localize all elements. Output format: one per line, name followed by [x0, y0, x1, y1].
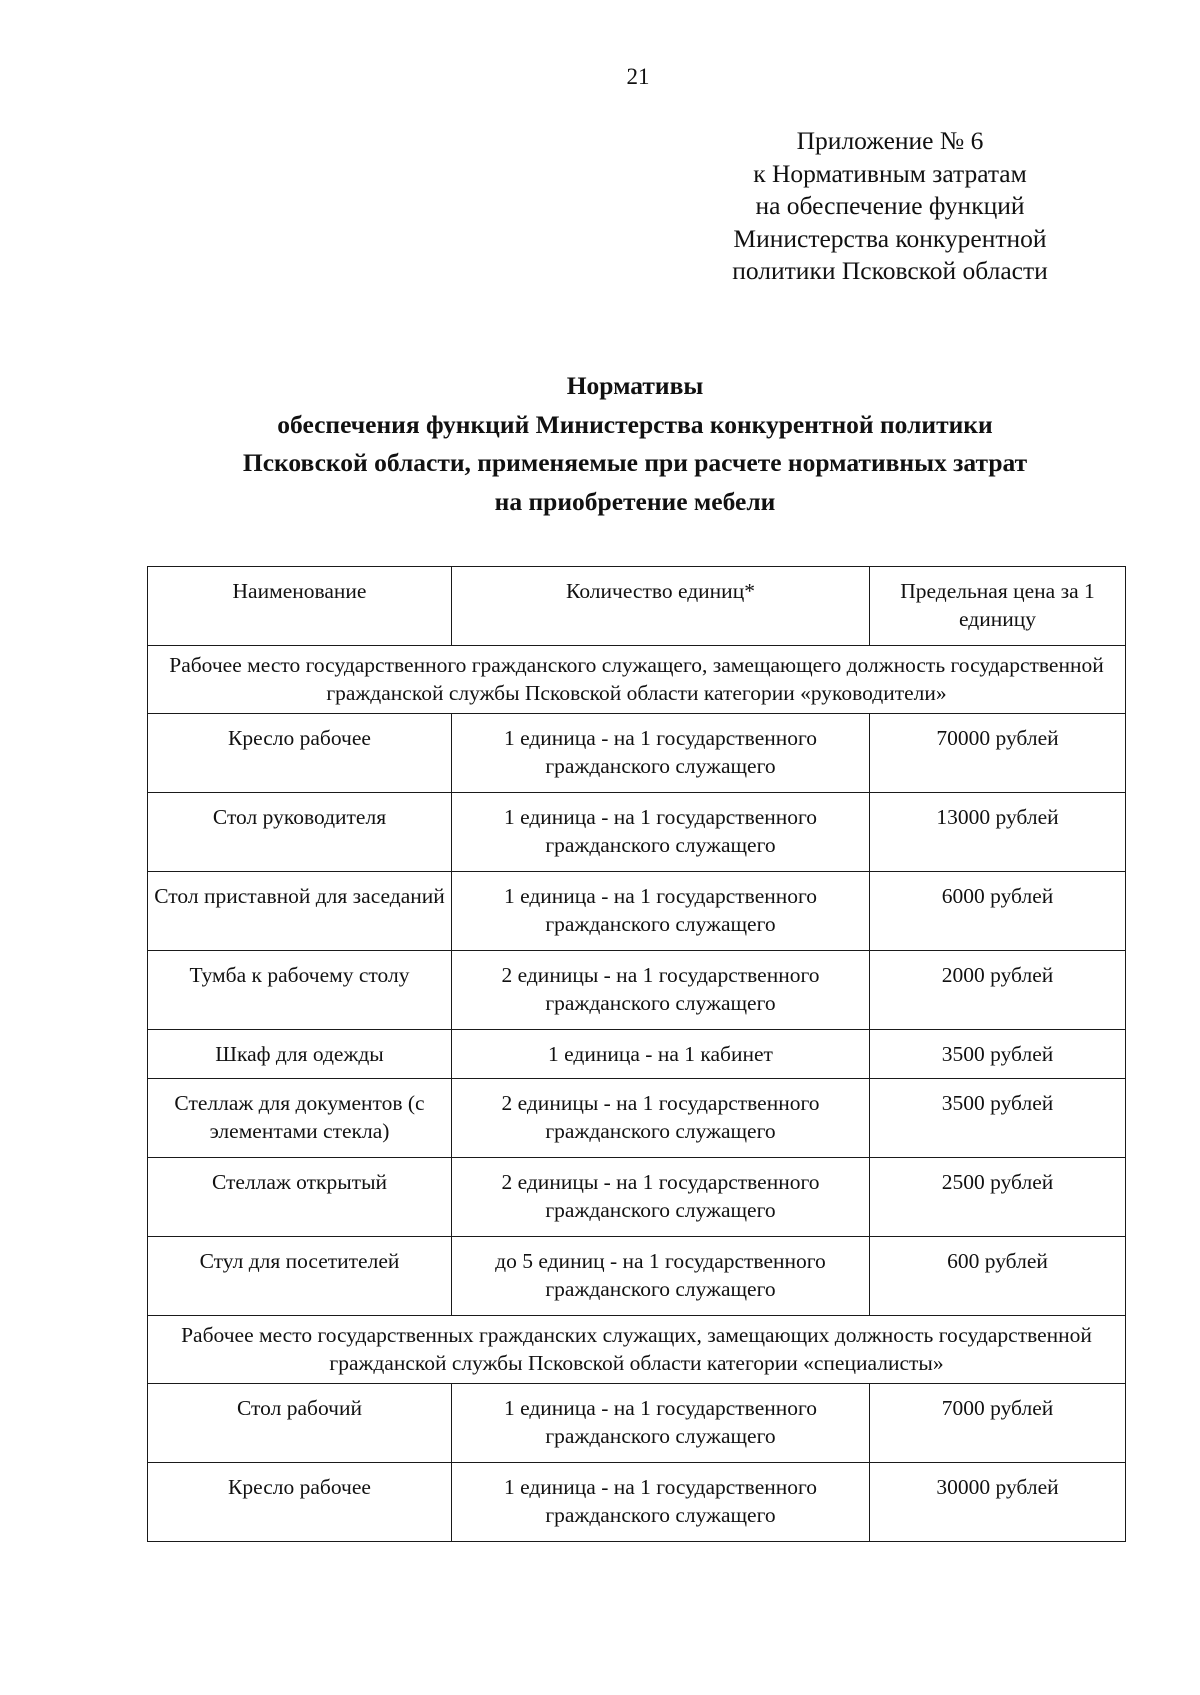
item-quantity: 1 единица - на 1 государственного гражданского служащего — [452, 1463, 870, 1542]
table-row — [148, 1384, 1126, 1463]
header-quantity: Количество единиц* — [452, 567, 870, 646]
item-price: 13000 рублей — [870, 793, 1126, 872]
item-price: 7000 рублей — [870, 1384, 1126, 1463]
title-line: Псковской области, применяемые при расчете нормативных затрат — [242, 448, 1028, 477]
item-price: 2000 рублей — [870, 951, 1126, 1030]
item-quantity: 1 единица - на 1 государственного гражданского служащего — [452, 714, 870, 793]
item-name: Стеллаж для документов (с элементами стекла) — [148, 1079, 452, 1158]
header-price: Предельная цена за 1 единицу — [870, 567, 1126, 646]
item-price: 3500 рублей — [870, 1079, 1126, 1158]
title-line: на приобретение мебели — [494, 486, 776, 516]
item-name: Тумба к рабочему столу — [148, 951, 452, 1030]
table-row — [148, 1030, 1126, 1079]
table-header-row — [148, 567, 1126, 646]
item-quantity: 1 единица - на 1 государственного гражданского служащего — [452, 1384, 870, 1463]
table-row — [148, 1158, 1126, 1237]
item-price: 70000 рублей — [870, 714, 1126, 793]
table-row — [148, 793, 1126, 872]
section-row-specialists — [148, 1316, 1126, 1384]
furniture-norms-table — [147, 566, 1126, 1542]
item-quantity: 1 единица - на 1 государственного гражданского служащего — [452, 872, 870, 951]
table-row — [148, 951, 1126, 1030]
appendix-line: Министерства конкурентной — [733, 223, 1047, 253]
title-line: Нормативы — [566, 371, 704, 400]
item-quantity: 2 единицы - на 1 государственного гражданского служащего — [452, 1158, 870, 1237]
item-quantity: 1 единица - на 1 кабинет — [452, 1030, 870, 1079]
appendix-line: политики Псковской области — [732, 256, 1048, 285]
table-row — [148, 1079, 1126, 1158]
item-name: Стол руководителя — [148, 793, 452, 872]
document-title — [150, 367, 1120, 521]
table-row — [148, 1463, 1126, 1542]
item-name: Кресло рабочее — [148, 714, 452, 793]
page-number: 21 — [626, 64, 650, 89]
title-line: обеспечения функций Министерства конкурентной политики — [277, 409, 993, 439]
table-row — [148, 872, 1126, 951]
item-name: Кресло рабочее — [148, 1463, 452, 1542]
item-name: Стеллаж открытый — [148, 1158, 452, 1237]
item-price: 2500 рублей — [870, 1158, 1126, 1237]
item-price: 30000 рублей — [870, 1463, 1126, 1542]
item-quantity: 1 единица - на 1 государственного гражданского служащего — [452, 793, 870, 872]
item-name: Стол приставной для заседаний — [148, 872, 452, 951]
appendix-line: Приложение № 6 — [796, 126, 984, 155]
header-name: Наименование — [148, 567, 452, 646]
section-title: Рабочее место государственного гражданского служащего, замещающего должность государственной гражданской службы Псковской области категории «руководители» — [148, 646, 1126, 714]
item-name: Стул для посетителей — [148, 1237, 452, 1316]
section-title: Рабочее место государственных гражданских служащих, замещающих должность государственной гражданской службы Псковской области категории «специалисты» — [148, 1316, 1126, 1384]
item-price: 600 рублей — [870, 1237, 1126, 1316]
table-row — [148, 714, 1126, 793]
table-row — [148, 1237, 1126, 1316]
item-quantity: 2 единицы - на 1 государственного гражданского служащего — [452, 951, 870, 1030]
item-quantity: до 5 единиц - на 1 государственного гражданского служащего — [452, 1237, 870, 1316]
appendix-line: к Нормативным затратам — [753, 158, 1027, 188]
item-price: 6000 рублей — [870, 872, 1126, 951]
item-name: Стол рабочий — [148, 1384, 452, 1463]
item-quantity: 2 единицы - на 1 государственного гражданского служащего — [452, 1079, 870, 1158]
appendix-line: на обеспечение функций — [755, 191, 1025, 220]
section-row-managers — [148, 646, 1126, 714]
item-price: 3500 рублей — [870, 1030, 1126, 1079]
appendix-reference — [690, 125, 1090, 288]
item-name: Шкаф для одежды — [148, 1030, 452, 1079]
